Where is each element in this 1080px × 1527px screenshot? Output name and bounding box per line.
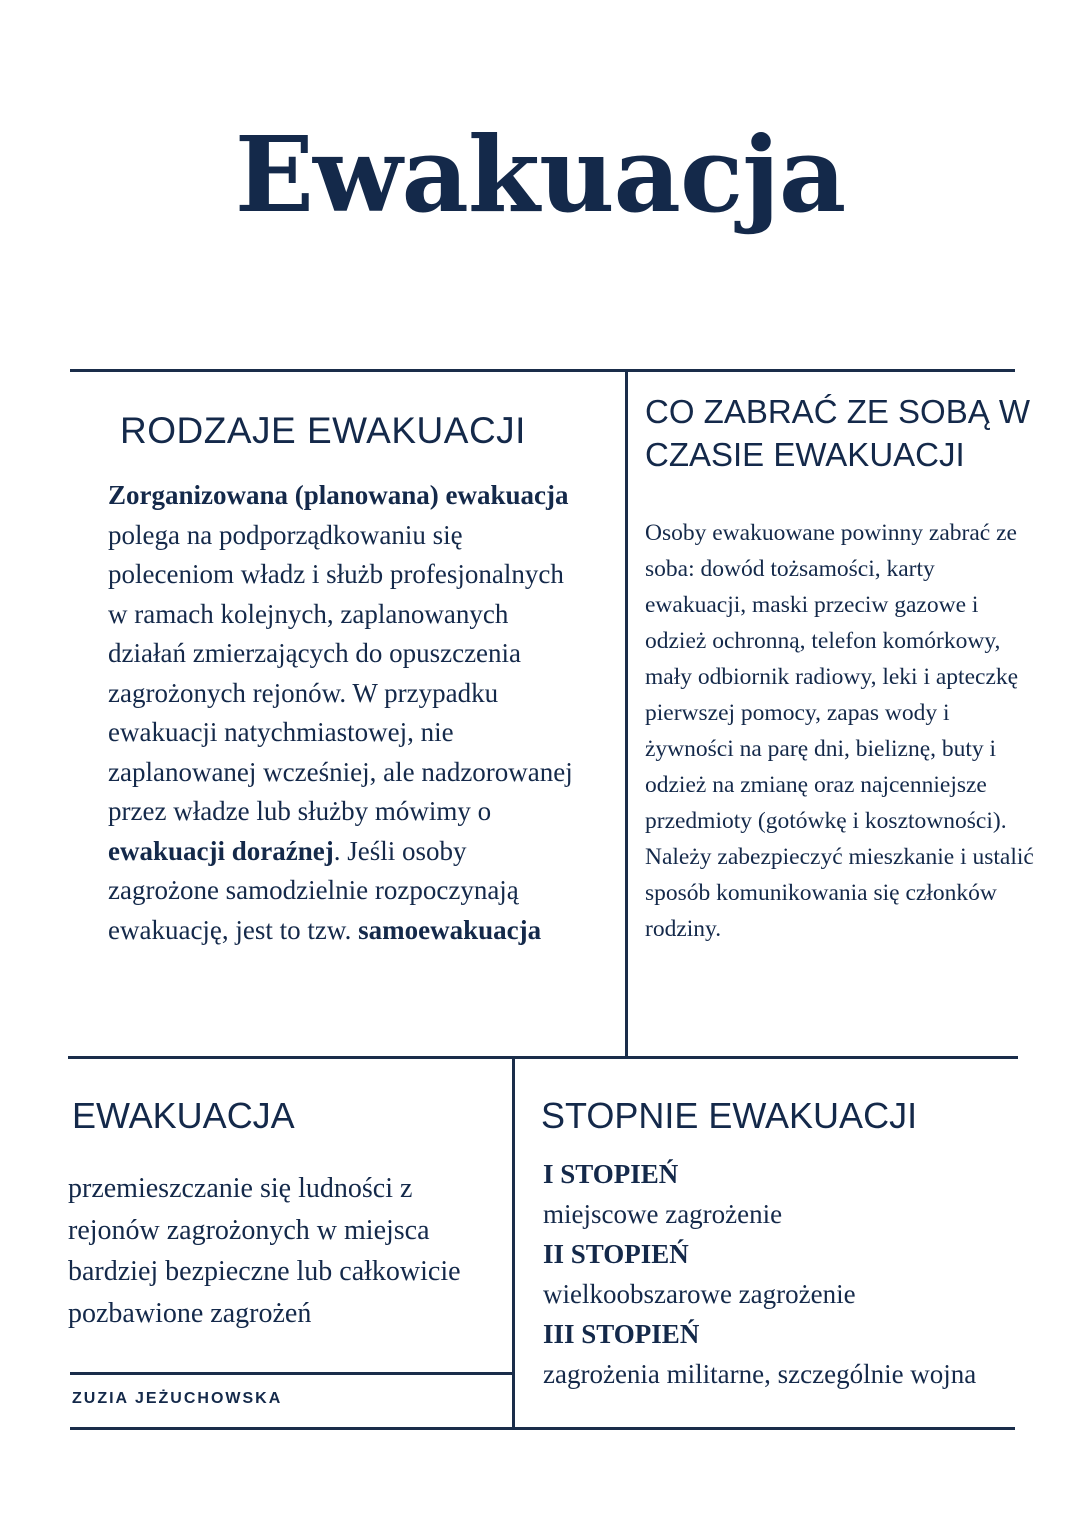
author-name: ZUZIA JEŻUCHOWSKA (72, 1390, 283, 1407)
stopnie-heading: STOPNIE EWAKUACJI (541, 1095, 918, 1136)
rodzaje-text-1: polega na podporządkowaniu się poleceniom władz i służb profesjonalnych w ramach kolejnych, zaplanowanych działań zmierzających do opuszczenia zagrożonych rejonów. W przypadku ewakuacji natychmiastowej, nie zaplanowanej wcześniej, ale nadzorowanej przez władze lub służby mówimy o (108, 519, 573, 826)
ewakuacja-definition: przemieszczanie się ludności z rejonów zagrożonych w miejsca bardziej bezpieczne lub całkowicie pozbawione zagrożeń (68, 1173, 461, 1329)
upper-vertical-divider (625, 369, 628, 1059)
rodzaje-bold-1: Zorganizowana (planowana) ewakuacja (108, 480, 569, 510)
author-divider (70, 1372, 514, 1375)
bottom-divider (70, 1427, 1015, 1430)
rodzaje-bold-2: ewakuacji doraźnej (108, 835, 334, 866)
stopien-3-label: III STOPIEŃ (543, 1319, 700, 1349)
rodzaje-heading: RODZAJE EWAKUACJI (120, 410, 526, 451)
co-zabrac-text: Osoby ewakuowane powinny zabrać ze soba: dowód tożsamości, karty ewakuacji, maski przeciw gazowe i odzież ochronną, telefon komórkowy, mały odbiornik radiowy, leki i apteczkę pierwszej pomocy, zapas wody i żywności na parę dni, bieliznę, buty i odzież na zmianę oraz najcenniejsze przedmioty (gotówkę i kosztowności). Należy zabezpieczyć mieszkanie i ustalić sposób komunikowania się członków rodziny. (645, 520, 1034, 942)
stopien-2-desc: wielkoobszarowe zagrożenie (543, 1279, 856, 1309)
co-zabrac-heading: CO ZABRAĆ ZE SOBĄ W CZASIE EWAKUACJI (645, 393, 1031, 473)
rodzaje-text-2: . Jeśli osoby zagrożone samodzielnie rozpoczynają ewakuację, jest to tzw. (108, 835, 519, 945)
stopien-1-desc: miejscowe zagrożenie (543, 1199, 783, 1229)
stopien-2-label: II STOPIEŃ (543, 1239, 689, 1269)
stopnie-list (543, 1154, 1043, 1394)
page-title: Ewakuacja (234, 113, 846, 236)
stopien-3-desc: zagrożenia militarne, szczególnie wojna (543, 1359, 977, 1389)
ewakuacja-heading: EWAKUACJA (72, 1095, 295, 1136)
rodzaje-text (108, 476, 583, 950)
top-divider (70, 369, 1015, 372)
rodzaje-bold-3: samoewakuacja (358, 914, 542, 945)
middle-divider (68, 1056, 1018, 1059)
stopien-1-label: I STOPIEŃ (543, 1159, 679, 1189)
